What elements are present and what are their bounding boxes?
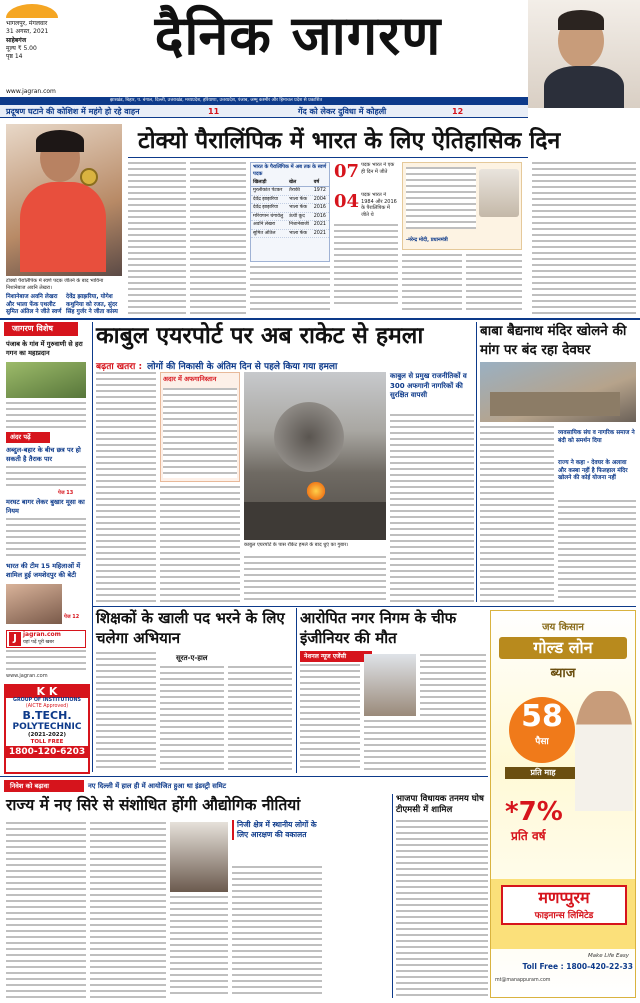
edition-date: 31 अगस्त, 2021: [6, 28, 49, 35]
kabul-side-title: काबुल से प्रमुख राजनीतिकों व 300 अफगानी नागरिकों की सुरक्षित वापसी: [390, 372, 467, 399]
stat-number-2: 04: [334, 191, 360, 212]
jagran-badge: jagran.com: [23, 631, 61, 638]
website-link[interactable]: www.jagran.com: [6, 673, 48, 679]
kk-sub: GROUP OF INSTITUTIONS: [13, 698, 81, 703]
kabul-sub: लोगों की निकासी के अंतिम दिन से पहले किया गया हमला: [147, 362, 338, 372]
kk-tollfree: TOLL FREE: [30, 739, 64, 745]
ad-model-photo: [575, 691, 633, 811]
quote-signature: -नरेन्द्र मोदी, प्रधानमंत्री: [406, 237, 448, 243]
schools-label: सूरत-ए-हाल: [176, 654, 208, 662]
teaser-2[interactable]: गेंद को लेकर दुविधा में कोहली: [298, 107, 387, 116]
table-cell: अवनि लेखरा: [253, 222, 276, 227]
kk-title: K K: [6, 686, 88, 698]
deoghar-box-2: राज्य ने कहा - देवघर के अलावा और कस्बा नहीं है फिलहाल मंदिर खोलने की कोई योजना नहीं: [558, 460, 628, 481]
table-cell: 2021: [313, 230, 326, 236]
deoghar-headline[interactable]: बाबा बैद्यनाथ मंदिर खोलने की मांग पर बंद रहा देवघर: [480, 323, 627, 358]
table-header-athlete: खिलाड़ी: [253, 180, 267, 185]
kabul-info-box: [160, 372, 240, 482]
deoghar-box-1: व्यवसायिक संघ व नागरिक समाज ने बंदी को समर्थन दिया: [558, 430, 635, 444]
ad-amount: 58: [521, 699, 563, 734]
athlete-photo-caption: टोक्यो पैरालिंपिक में स्वर्ण पदक जीतने के बाद भाविना निशानेबाज अवनि लेखरा।: [6, 278, 104, 291]
engineer-label: नेशनल न्यूज एजेंसी: [300, 651, 372, 662]
schools-headline[interactable]: शिक्षकों के खाली पद भरने के लिए चलेगा अभियान: [96, 609, 285, 647]
ad-company-sub: फाइनान्स लिमिटेड: [534, 911, 594, 921]
ad-paise: पैसा: [535, 737, 549, 747]
stats-column: [334, 162, 398, 314]
table-cell: 2016: [313, 205, 326, 210]
ad-email: mt@manappuram.com: [495, 978, 551, 983]
kabul-headline[interactable]: काबुल एयरपोर्ट पर अब राकेट से हमला: [96, 322, 424, 349]
minister-photo: [170, 822, 228, 892]
kabul-photo-caption: काबुल एयरपोर्ट के पास रॉकेट हमले के बाद धुएं का गुबार।: [244, 542, 349, 548]
industry-quote: निजी क्षेत्र में स्थानीय लोगों के लिए आरक्षण की वकालत: [232, 820, 322, 840]
kk-ad[interactable]: [4, 684, 90, 774]
jagran-badge-box[interactable]: J jagran.com यहां पढ़ें पूरी खबर: [6, 630, 86, 648]
table-cell: मुरलीकांत पेटकर: [253, 188, 283, 193]
table-row: [251, 204, 329, 213]
bjp-headline[interactable]: भाजपा विधायक तनमय घोष टीएमसी में शामिल: [396, 794, 484, 815]
page-count: पृष्ठ 14: [6, 53, 23, 60]
table-row: [251, 230, 329, 239]
table-cell: देवेंद्र झाझरिया: [253, 205, 279, 210]
ad-product: गोल्ड लोन: [499, 637, 627, 659]
inside-label: अंदर पढ़ें: [6, 432, 50, 443]
ad-company: मणप्पुरम: [538, 888, 590, 907]
engineer-photo: [364, 654, 416, 716]
kk-aicte: (AICTE Approved): [25, 704, 69, 709]
tokyo-col-2: [190, 162, 246, 314]
teaser-1-page: 11: [208, 107, 220, 116]
story1-page: पेज 13: [58, 490, 74, 496]
tokyo-headline[interactable]: टोक्यो पैरालिंपिक में भारत के लिए ऐतिहासिक दिन: [138, 127, 561, 154]
industry-strip-label: निवेश को बढ़ावा: [4, 780, 84, 792]
kabul-photo: [244, 372, 386, 540]
pm-photo: [479, 169, 519, 217]
table-row: [251, 213, 329, 222]
table-header-year: वर्ष: [313, 180, 320, 185]
industry-strip-text: नए दिल्ली में हाल ही में आयोजित हुआ था इंडस्ट्री समिट: [88, 782, 227, 790]
story3-page: पेज 12: [64, 614, 80, 620]
athlete-photo: [6, 124, 122, 276]
logo-sun-icon: [6, 4, 58, 18]
gold-medal-table: [250, 162, 330, 262]
table-cell: देवेंद्र झाझरिया: [253, 196, 279, 202]
ad-brand-top: जय किसान: [542, 622, 584, 633]
deoghar-photo: [480, 362, 636, 422]
table-cell: सुमित अंतिल: [253, 230, 276, 236]
teaser-1[interactable]: प्रदूषण घटाने की कोशिश में महंगे हो रहे वाहन: [6, 107, 140, 116]
table-title: भारत के पैरालिंपिक में अब तक के स्वर्ण पदक: [253, 164, 327, 177]
kk-course-1: B.TECH.: [22, 709, 72, 722]
ad-rate: *7%: [505, 797, 563, 827]
table-cell: मरियप्पन थंगावेलु: [253, 213, 284, 219]
stat-text-1: पदक भारत ने एक ही दिन में जीते: [361, 162, 395, 175]
teaser-bar: [0, 105, 528, 118]
ad-tagline: Make Life Easy: [587, 953, 629, 959]
ad-tollfree: Toll Free : 1800-420-22-33: [522, 962, 633, 971]
bullet-1: निशानेबाज अवनि लेखरा और भाला फेंक एथलीट सुमित अंतिल ने जीते स्वर्ण: [6, 294, 62, 315]
bullet-2: देवेंद्र झाझरिया, योगेश कथुनिया को रजत, सुंदर सिंह गुर्जर ने जीता कांस्य: [66, 294, 118, 315]
special-label: जागरण विशेष: [4, 322, 78, 336]
table-cell: 2021: [313, 222, 326, 227]
table-cell: निशानेबाजी: [289, 222, 309, 227]
kk-course-2: POLYTECHNIC: [12, 722, 82, 732]
kabul-kicker: बढ़ता खतरा :: [96, 362, 143, 372]
kk-phone: 1800-120-6203: [6, 746, 88, 758]
engineer-headline[interactable]: आरोपित नगर निगम के चीफ इंजीनियर की मौत: [300, 609, 457, 647]
inside-story-2[interactable]: मरघट बागर लेकर बुखार मूसा का नियम: [6, 498, 85, 515]
publication-states: झारखंड, बिहार, प. बंगाल, दिल्ली, उत्तराखंड, मध्यप्रदेश, हरियाणा, उत्तरप्रदेश, पंजाब, जम्मू कश्मीर और हिमाचल प्रदेश से प्रकाशित: [0, 97, 528, 105]
teaser-2-page: 12: [452, 107, 464, 116]
table-cell: 2016: [313, 213, 326, 219]
table-cell: ऊंची कूद: [289, 213, 305, 219]
inside-story-3[interactable]: भारत की टीम 15 महिलाओं में शामिल हुई जमशेदपुर की बेटी: [6, 562, 81, 579]
price: मूल्य ₹ 5.00: [6, 45, 37, 52]
ad-interest: ब्याज: [550, 666, 576, 681]
table-cell: भाला फेंक: [289, 196, 308, 202]
industry-headline[interactable]: राज्य में नए सिरे से संशोधित होंगी औद्योगिक नीतियां: [6, 795, 301, 814]
edition-name: साहेबगंज: [6, 37, 27, 44]
gold-loan-ad[interactable]: [490, 610, 636, 998]
stat-text-2: पदक भारत ने 1984 और 2016 के पैरालिंपिक में जीते थे: [361, 192, 397, 218]
punjab-photo: [6, 362, 86, 398]
tokyo-col-1: [128, 162, 186, 314]
inside-story-1[interactable]: अब्दुल-बहार के बीच छत्र पर हो सकती है तैराक पार: [6, 446, 81, 463]
table-cell: 1972: [313, 188, 326, 193]
girl-photo: [6, 584, 62, 624]
table-cell: भाला फेंक: [289, 205, 308, 210]
table-row: [251, 187, 329, 196]
edition-place: भागलपुर, मंगलवार: [6, 20, 48, 27]
kk-session: (2021-2022): [28, 732, 66, 738]
newspaper-title: दैनिक जागरण: [154, 3, 442, 67]
pm-quote-box: [402, 162, 522, 250]
table-cell: 2004: [313, 196, 326, 202]
website-top[interactable]: www.jagran.com: [6, 88, 56, 95]
ad-per-month: प्रति माह: [505, 767, 581, 779]
table-cell: भाला फेंक: [289, 230, 308, 236]
ad-per-year: प्रति वर्ष: [511, 829, 546, 843]
table-cell: तैराकी: [289, 188, 300, 193]
punjab-story[interactable]: पंजाब के गांव में गुरुवाणी से हरा गगन का महाप्रदान: [6, 340, 83, 357]
table-row: [251, 196, 329, 205]
table-header-sport: खेल: [289, 180, 297, 185]
kabul-box-title: अदार में अफगानिस्तान: [163, 375, 217, 383]
cricketer-photo: [528, 0, 640, 108]
jagran-badge-sub: यहां पढ़ें पूरी खबर: [23, 640, 55, 645]
stat-number-1: 07: [334, 161, 360, 182]
table-row: [251, 221, 329, 230]
